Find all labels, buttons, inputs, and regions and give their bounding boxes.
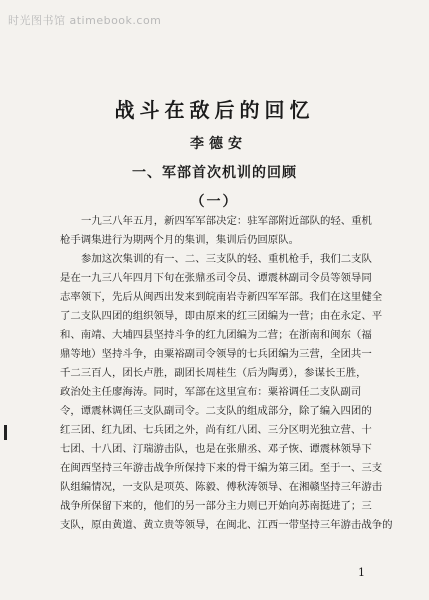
body-line: 了二支队四团的组织领导，即由原来的红三团编为一营；由在永定、平 bbox=[60, 310, 383, 322]
body-line: 支队，原由黄道、黄立贵等领导，在闽北、江西一带坚持三年游击战争的 bbox=[60, 519, 393, 531]
body-line: 七团、十八团、汀瑞游击队，也是在张鼎丞、邓子恢、谭震林领导下 bbox=[60, 443, 372, 455]
body-line: 鼎等地）坚持斗争，由粟裕副司令领导的七兵团编为三营，全团共一 bbox=[60, 348, 372, 360]
body-line: 政治处主任廖海涛。同时，军部在这里宣布：粟裕调任二支队副司 bbox=[60, 386, 362, 398]
body-line: 一九三八年五月，新四军军部决定：驻军部附近部队的轻、重机 bbox=[81, 215, 372, 227]
body-text bbox=[60, 212, 396, 535]
body-line: 参加这次集训的有一、二、三支队的轻、重机枪手，我们二支队 bbox=[81, 253, 372, 265]
chapter-title: 战斗在敌后的回忆 bbox=[114, 98, 315, 122]
margin-mark bbox=[4, 425, 7, 440]
body-line: 红三团、红九团、七兵团之外，尚有红八团、三分区明光独立营、十 bbox=[60, 424, 372, 436]
section-heading: 一、军部首次机训的回顾 bbox=[132, 165, 297, 181]
body-line: 和、南靖、大埔四县坚持斗争的红九团编为二营；在浙南和闽东（福 bbox=[60, 329, 372, 341]
page-number: 1 bbox=[358, 566, 365, 579]
subsection-heading: （一） bbox=[190, 194, 239, 210]
body-line: 志率领下，先后从闽西出发来到皖南岩寺新四军军部。我们在这里健全 bbox=[60, 291, 383, 303]
body-line: 枪手调集进行为期两个月的集训，集训后仍回原队。 bbox=[60, 234, 299, 246]
body-line: 令，谭震林调任三支队副司令。二支队的组成部分，除了编入四团的 bbox=[60, 405, 372, 417]
body-line: 队组编情况，一支队是项英、陈毅、傅秋涛领导、在湘赣坚持三年游击 bbox=[60, 481, 383, 493]
body-line: 是在一九三八年四月下旬在张鼎丞司令员、谭震林副司令员等领导同 bbox=[60, 272, 372, 284]
author-name: 李德安 bbox=[190, 136, 247, 152]
body-line: 战争所保留下来的，他们的另一部分主力则已开始向苏南挺进了；三 bbox=[60, 500, 372, 512]
watermark: 时光图书馆 atimebook.com bbox=[8, 14, 162, 27]
body-line: 千二三百人，团长卢胜，副团长周桂生（后为陶勇），参谋长王胜， bbox=[60, 367, 367, 379]
body-line: 在闽西坚持三年游击战争所保持下来的骨干编为第三团。至于一、三支 bbox=[60, 462, 383, 474]
